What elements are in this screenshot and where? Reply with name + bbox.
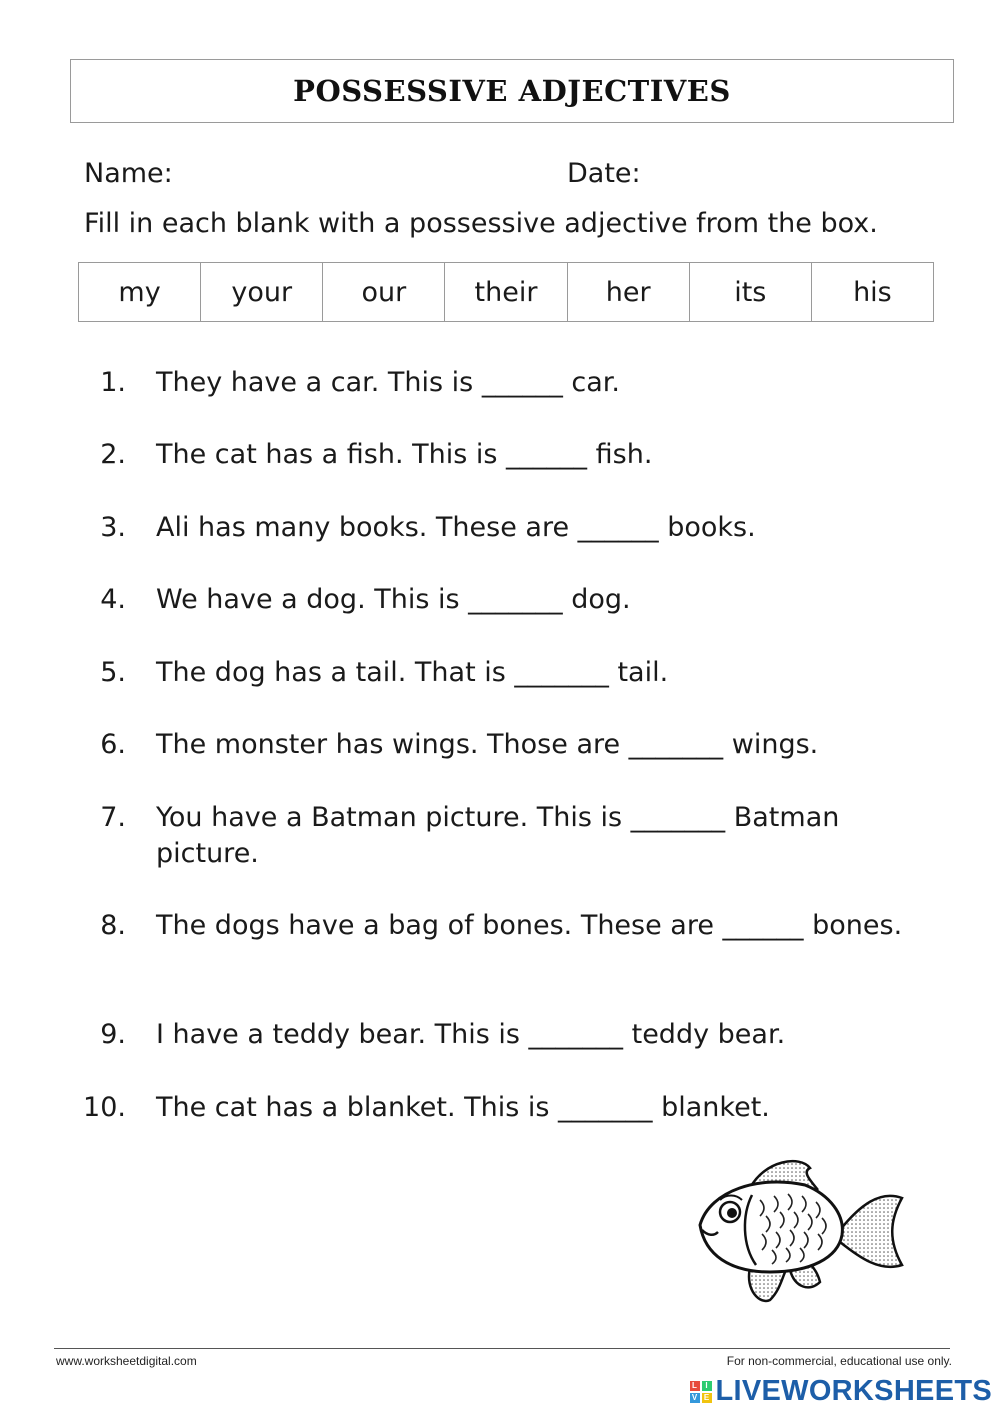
question-text: The dog has a tail. That is _______ tail. [156, 657, 669, 688]
title-box [70, 59, 954, 123]
question-number: 5. [100, 657, 126, 688]
question-number: 10. [83, 1092, 126, 1123]
question-text: The cat has a blanket. This is _______ blanket. [156, 1092, 770, 1123]
date-label: Date: [567, 158, 641, 189]
question-text: We have a dog. This is _______ dog. [156, 584, 631, 615]
fish-illustration [690, 1150, 910, 1310]
liveworksheets-icon [690, 1381, 712, 1403]
word-bank-item: its [690, 263, 812, 321]
word-bank [78, 262, 934, 322]
question-number: 9. [100, 1019, 126, 1050]
footer-website: www.worksheetdigital.com [56, 1354, 197, 1368]
footer-divider [54, 1348, 950, 1349]
question-number: 1. [100, 367, 126, 398]
question-text: They have a car. This is ______ car. [156, 367, 620, 398]
brand-name: LIVEWORKSHEETS [715, 1375, 992, 1407]
word-bank-item: her [568, 263, 690, 321]
logo-square-e: E [702, 1393, 712, 1403]
name-label: Name: [84, 158, 173, 189]
word-bank-item: his [853, 276, 892, 308]
question-number: 2. [100, 439, 126, 470]
logo-square-l: L [690, 1381, 700, 1391]
question-text: You have a Batman picture. This is _______ Batman picture. [156, 802, 840, 869]
worksheet-title: POSSESSIVE ADJECTIVES [293, 74, 731, 108]
liveworksheets-logo [690, 1375, 993, 1408]
question-number: 6. [100, 729, 126, 760]
question-number: 4. [100, 584, 126, 615]
question-text: The monster has wings. Those are _______ wings. [156, 729, 819, 760]
word-bank-item: your [201, 263, 323, 321]
question-number: 3. [100, 512, 126, 543]
word-bank-item: my [79, 263, 201, 321]
instructions: Fill in each blank with a possessive adjective from the box. [84, 208, 878, 239]
question-text: Ali has many books. These are ______ books. [156, 512, 756, 543]
question-text: The cat has a fish. This is ______ fish. [156, 439, 653, 470]
question-text: I have a teddy bear. This is _______ teddy bear. [156, 1019, 786, 1050]
footer-notice: For non-commercial, educational use only. [726, 1354, 952, 1368]
question-number: 8. [100, 910, 126, 941]
word-bank-item: our [323, 263, 445, 321]
question-text: The dogs have a bag of bones. These are ______ bones. [156, 910, 903, 941]
logo-square-i: I [702, 1381, 712, 1391]
logo-square-v: V [690, 1393, 700, 1403]
word-bank-item: their [445, 263, 567, 321]
question-number: 7. [100, 802, 126, 833]
